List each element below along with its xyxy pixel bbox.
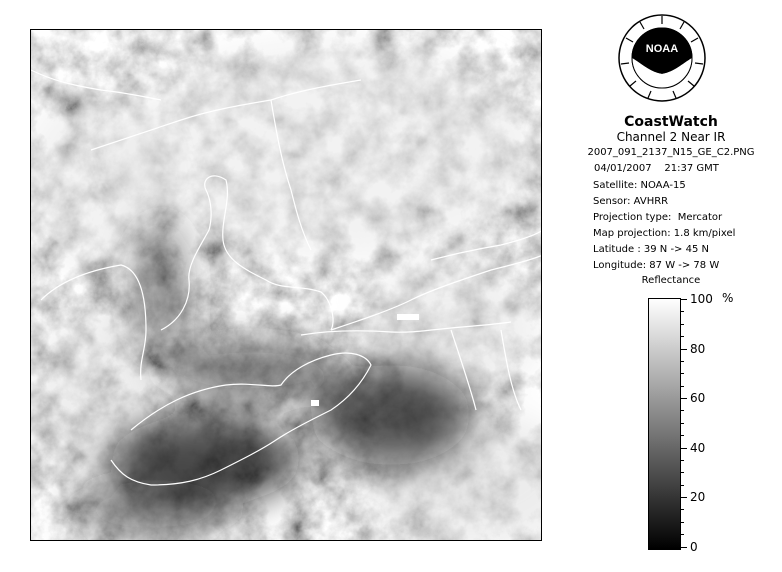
bright-spot bbox=[397, 314, 419, 320]
filename: 2007_091_2137_N15_GE_C2.PNG bbox=[587, 147, 755, 158]
colorbar-label: Reflectance bbox=[641, 275, 701, 286]
colorbar-tick bbox=[681, 497, 687, 498]
satellite-image bbox=[30, 29, 542, 541]
time-text: 21:37 GMT bbox=[664, 163, 719, 174]
colorbar-minor-tick bbox=[681, 534, 684, 535]
colorbar-minor-tick bbox=[681, 311, 684, 312]
map-projection-text: Map projection: 1.8 km/pixel bbox=[593, 228, 736, 239]
satellite-image-svg bbox=[31, 30, 542, 541]
colorbar-minor-tick bbox=[681, 386, 684, 387]
latitude-text: Latitude : 39 N -> 45 N bbox=[593, 244, 709, 255]
colorbar-minor-tick bbox=[681, 485, 684, 486]
colorbar-minor-tick bbox=[681, 522, 684, 523]
app-title: CoastWatch bbox=[624, 114, 718, 130]
sensor-text: Sensor: AVHRR bbox=[593, 196, 669, 207]
colorbar-minor-tick bbox=[681, 423, 684, 424]
colorbar-tick-label: 80 bbox=[690, 342, 706, 356]
logo-text: NOAA bbox=[645, 43, 679, 55]
projection-type-text: Projection type: Mercator bbox=[593, 212, 723, 223]
date-time-line bbox=[594, 163, 719, 174]
colorbar-minor-tick bbox=[681, 373, 684, 374]
colorbar-minor-tick bbox=[681, 324, 684, 325]
channel-subtitle: Channel 2 Near IR bbox=[616, 130, 726, 144]
colorbar-tick bbox=[681, 398, 687, 399]
noaa-seal-icon bbox=[618, 14, 706, 102]
colorbar-minor-tick bbox=[681, 336, 684, 337]
colorbar-minor-tick bbox=[681, 460, 684, 461]
colorbar-tick-label: 40 bbox=[690, 441, 706, 455]
colorbar-tick bbox=[681, 349, 687, 350]
colorbar-minor-tick bbox=[681, 361, 684, 362]
colorbar-minor-tick bbox=[681, 472, 684, 473]
colorbar-minor-tick bbox=[681, 435, 684, 436]
colorbar-minor-tick bbox=[681, 509, 684, 510]
colorbar-tick-label: 0 bbox=[690, 540, 698, 554]
colorbar-tick bbox=[681, 299, 687, 300]
colorbar-tick-label: 20 bbox=[690, 490, 706, 504]
longitude-text: Longitude: 87 W -> 78 W bbox=[593, 260, 720, 271]
info-panel bbox=[560, 0, 782, 572]
colorbar-tick-label: 60 bbox=[690, 391, 706, 405]
colorbar-tick bbox=[681, 547, 687, 548]
colorbar-unit: % bbox=[722, 291, 734, 305]
date-text: 04/01/2007 bbox=[594, 163, 652, 174]
bright-spot bbox=[311, 400, 319, 406]
colorbar-minor-tick bbox=[681, 410, 684, 411]
satellite-text: Satellite: NOAA-15 bbox=[593, 180, 686, 191]
colorbar bbox=[648, 298, 681, 550]
colorbar-tick bbox=[681, 448, 687, 449]
colorbar-tick-label: 100 bbox=[690, 292, 713, 306]
